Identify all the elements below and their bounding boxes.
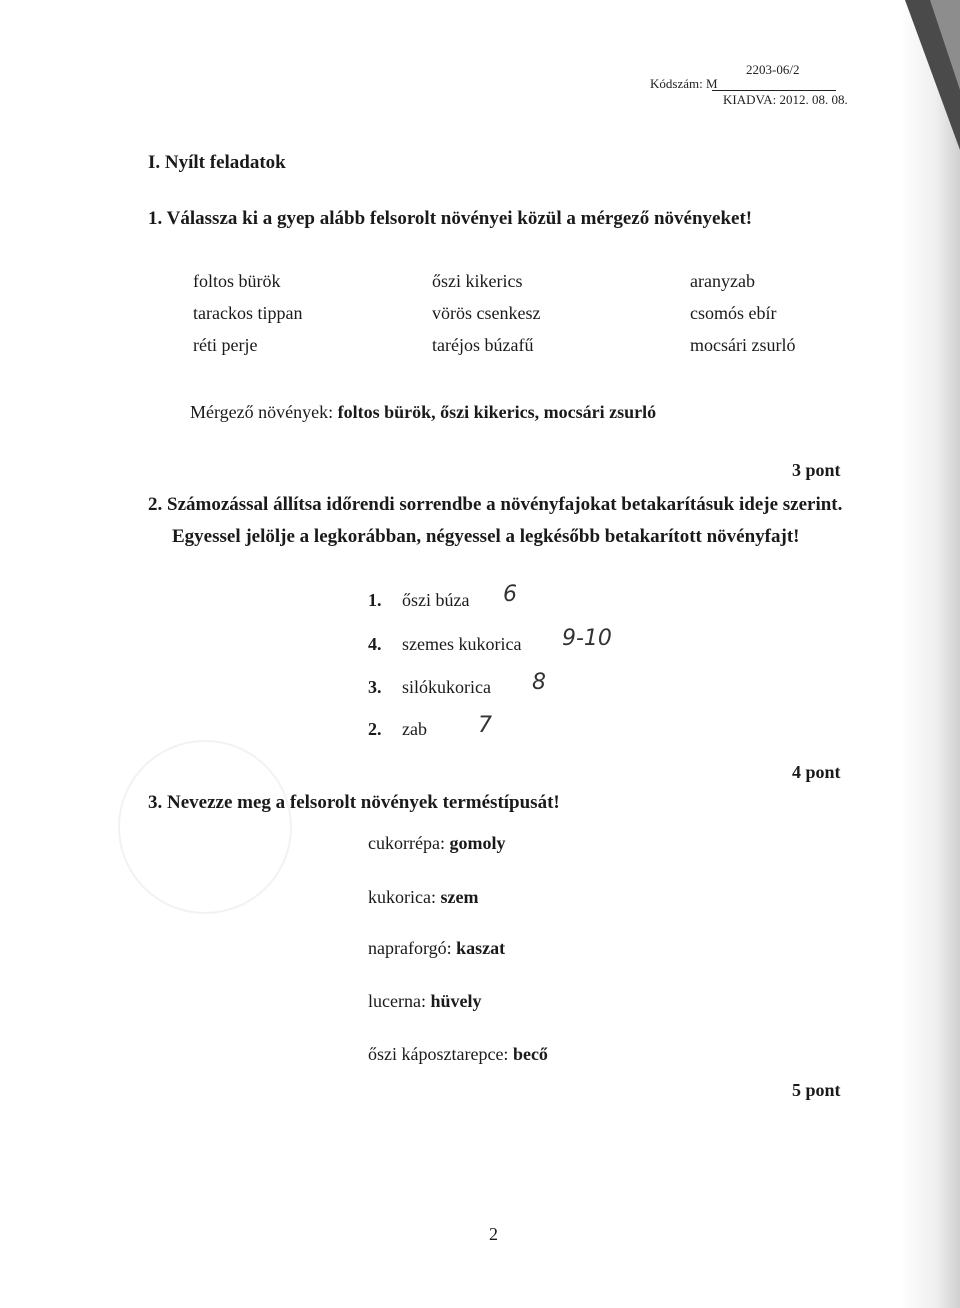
harvest-plant: zab	[402, 719, 427, 739]
fruit-type: kaszat	[456, 938, 506, 958]
fruit-type: gomoly	[449, 833, 506, 853]
plant-cell: aranyzab	[690, 271, 755, 291]
answer-label: Mérgező növények:	[190, 402, 334, 422]
plant-cell: réti perje	[193, 335, 258, 355]
plant-cell: csomós ebír	[690, 303, 777, 323]
harvest-item	[368, 719, 427, 740]
harvest-order: 2.	[368, 719, 382, 739]
folded-corner-highlight	[930, 0, 960, 90]
fruit-type: szem	[440, 887, 479, 907]
handwritten-note: 7	[478, 713, 492, 738]
fruit-type-item	[368, 1044, 548, 1065]
scan-shadow	[900, 0, 960, 1308]
fruit-type-item	[368, 938, 505, 959]
harvest-order: 3.	[368, 677, 382, 697]
fruit-plant: őszi káposztarepce:	[368, 1044, 509, 1064]
fruit-plant: cukorrépa:	[368, 833, 445, 853]
task2-question-line2: Egyessel jelölje a legkorábban, négyessel a legkésőbb betakarított növényfajt!	[172, 526, 800, 547]
plant-cell: tarackos tippan	[193, 303, 303, 323]
fruit-type: becő	[512, 1044, 548, 1064]
task2-question-line1: 2. Számozással állítsa időrendi sorrendbe a növényfajokat betakarításuk ideje szerint.	[148, 494, 843, 515]
harvest-plant: szemes kukorica	[402, 634, 522, 654]
code-label: Kódszám: M	[650, 76, 718, 91]
harvest-order: 1.	[368, 590, 382, 610]
answer-value: foltos bürök, őszi kikerics, mocsári zsurló	[337, 402, 657, 422]
task3-points: 5 pont	[792, 1080, 841, 1100]
handwritten-note: 6	[503, 582, 517, 607]
harvest-item	[368, 590, 469, 611]
doc-number: 2203-06/2	[746, 62, 800, 77]
fruit-type-item	[368, 833, 505, 854]
plant-cell: őszi kikerics	[432, 271, 523, 291]
fruit-type: hüvely	[430, 991, 482, 1011]
plant-cell: mocsári zsurló	[690, 335, 796, 355]
fruit-plant: napraforgó:	[368, 938, 452, 958]
plant-cell: foltos bürök	[193, 271, 281, 291]
task1-answer	[190, 402, 656, 423]
harvest-plant: őszi búza	[402, 590, 470, 610]
harvest-plant: silókukorica	[402, 677, 491, 697]
plant-cell: vörös csenkesz	[432, 303, 541, 323]
handwritten-note: 9-10	[562, 626, 612, 651]
section-title: I. Nyílt feladatok	[148, 152, 286, 173]
faint-stamp	[118, 740, 292, 914]
code-underline	[712, 90, 836, 91]
plant-cell: taréjos búzafű	[432, 335, 534, 355]
harvest-item	[368, 677, 491, 698]
task3-question: 3. Nevezze meg a felsorolt növények terméstípusát!	[148, 792, 560, 813]
harvest-order: 4.	[368, 634, 382, 654]
fruit-type-item	[368, 887, 478, 908]
task1-points: 3 pont	[792, 460, 841, 480]
fruit-type-item	[368, 991, 481, 1012]
issue-date: KIADVA: 2012. 08. 08.	[723, 92, 848, 107]
page-number: 2	[489, 1224, 498, 1244]
task2-points: 4 pont	[792, 762, 841, 782]
fruit-plant: lucerna:	[368, 991, 426, 1011]
fruit-plant: kukorica:	[368, 887, 436, 907]
harvest-item	[368, 634, 521, 655]
task1-question: 1. Válassza ki a gyep alább felsorolt növényei közül a mérgező növényeket!	[148, 208, 753, 229]
handwritten-note: 8	[532, 670, 546, 695]
